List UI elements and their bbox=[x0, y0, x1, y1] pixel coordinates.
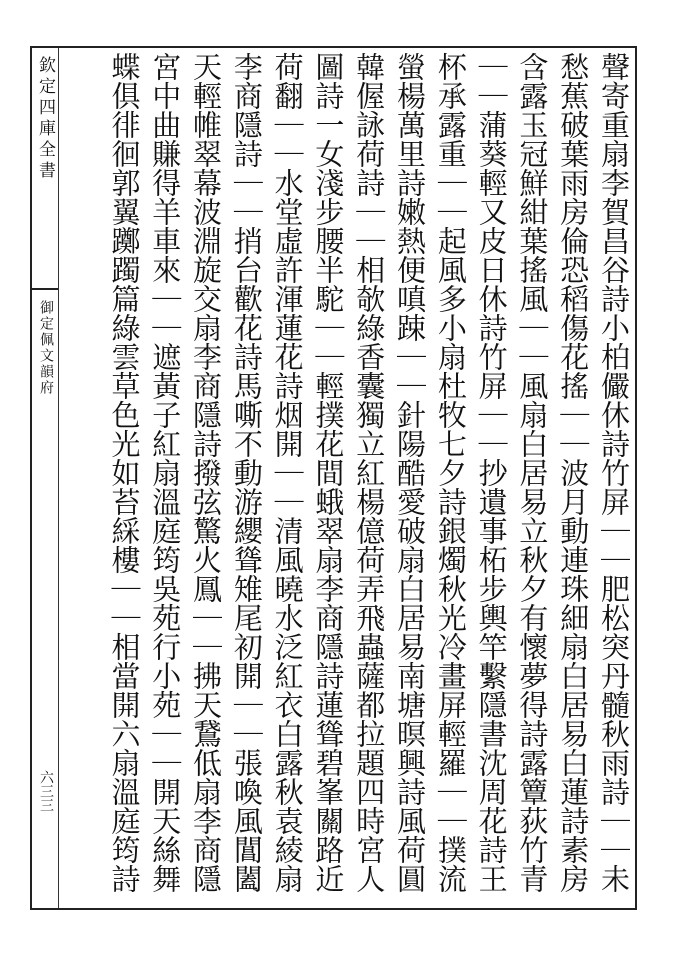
margin-page-number: 六三三 bbox=[38, 770, 54, 812]
margin-book-title: 御定佩文韻府 bbox=[38, 300, 54, 396]
frame-right-rule bbox=[635, 46, 637, 910]
frame-top-rule bbox=[30, 46, 637, 48]
vertical-body-text: 聲寄重扇李賀昌谷詩小柏儼休詩竹屏｜｜肥松突丹髓秋雨詩｜｜未愁蕉破葉雨房倫恐稻傷花搖｜｜波月動連珠細扇白居易白蓮詩素房含露玉冠鮮紺葉搖風｜｜風扇白居易立秋夕有懷夢得詩露簟荻竹青｜｜蒲葵輕又皮日休詩竹屏｜｜抄遺事柘步輿竿繫隱書沈周花詩王杯承露重｜｜起風多小扇杜牧七夕詩銀燭秋光冷畫屏輕羅｜｜撲流螢楊萬里詩嫩熱便嗔踈｜｜針陽酷愛破扇白居易南塘暝興詩風荷圓韓偓詠荷詩｜｜相欹綠香囊獨立紅楊億荷弄飛蟲薩都拉題四時宮人圖詩一女淺步腰半駝｜｜輕撲花間蛾翠扇李商隱詩蓮聳碧峯關路近荷翻｜｜水堂虛許渾蓮花詩烟開｜｜清風曉水泛紅衣白露秋袁綾扇李商隱詩｜｜捎台歡花詩馬嘶不動游纓聳雉尾初開｜｜張喚風閶闔天輕帷翠幕波淵旋交扇李商隱詩撥弦驚火鳳｜｜拂天鵞低扇李商隱宮中曲賺得羊車來｜｜遮黃子紅扇溫庭筠吳苑行小苑｜｜開天絲舞蝶俱徘徊郭翼躑躅篇綠雲草色光如苔綵樓｜｜相當開六扇溫庭筠詩 bbox=[107, 52, 631, 893]
frame-bottom-rule bbox=[30, 908, 637, 910]
margin-title: 欽定四庫全書 bbox=[35, 56, 55, 182]
margin-divider bbox=[32, 288, 58, 290]
